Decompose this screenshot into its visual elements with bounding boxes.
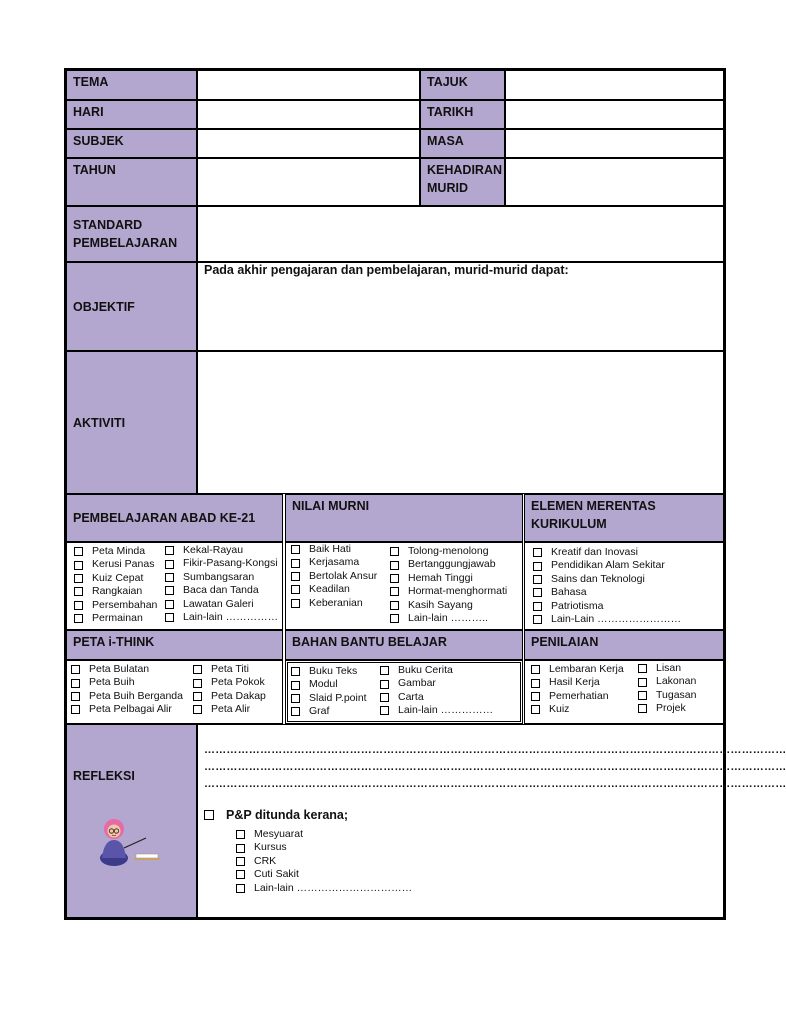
refleksi-label-text: REFLEKSI <box>73 769 135 783</box>
checkbox-item[interactable]: Pendidikan Alam Sekitar <box>533 559 681 572</box>
penilaian-col1 <box>531 663 624 717</box>
checkbox-item[interactable]: Pemerhatian <box>531 690 624 703</box>
subjek-field[interactable] <box>197 129 420 158</box>
bbb-header: BAHAN BANTU BELAJAR <box>285 630 523 660</box>
checkbox-item[interactable]: Baik Hati <box>291 543 377 556</box>
checkbox-item[interactable]: Lain-lain …………………………… <box>236 882 412 895</box>
abad21-col2 <box>165 544 278 624</box>
checkbox-item[interactable]: Kekal-Rayau <box>165 544 278 557</box>
checkbox-item[interactable]: Graf <box>291 705 367 718</box>
aktiviti-label: AKTIVITI <box>66 351 197 494</box>
elemen-header-line2: KURIKULUM <box>531 517 607 531</box>
checkbox-item[interactable]: Persembahan <box>74 599 157 612</box>
bbb-col1 <box>291 665 367 719</box>
subjek-label: SUBJEK <box>66 129 197 158</box>
checkbox-item[interactable]: Hemah Tinggi <box>390 572 507 585</box>
tahun-field[interactable] <box>197 158 420 206</box>
checkbox-item[interactable]: Buku Cerita <box>380 664 493 677</box>
checkbox-item[interactable]: Tolong-menolong <box>390 545 507 558</box>
refleksi-dotted-line-3: ………………………………………………………………………………………………………………………………………… <box>204 778 786 790</box>
standard-field[interactable] <box>197 206 724 262</box>
penilaian-header: PENILAIAN <box>524 630 724 660</box>
standard-label-line1: STANDARD <box>73 218 143 232</box>
checkbox-item[interactable]: Peta Dakap <box>193 690 266 703</box>
nilai-col1 <box>291 543 377 610</box>
checkbox-item[interactable]: Baca dan Tanda <box>165 584 278 597</box>
tajuk-label: TAJUK <box>420 70 505 100</box>
penilaian-col2 <box>638 662 696 716</box>
masa-field[interactable] <box>505 129 724 158</box>
teacher-illustration-icon <box>96 814 162 868</box>
checkbox-item[interactable]: Modul <box>291 678 367 691</box>
nilai-header: NILAI MURNI <box>285 494 523 542</box>
checkbox-item[interactable]: Patriotisma <box>533 600 681 613</box>
checkbox-item[interactable]: Projek <box>638 702 696 715</box>
checkbox-item[interactable]: Peta Pelbagai Alir <box>71 703 183 716</box>
masa-label: MASA <box>420 129 505 158</box>
checkbox-item[interactable]: Carta <box>380 691 493 704</box>
tarikh-label: TARIKH <box>420 100 505 129</box>
checkbox-item[interactable]: Cuti Sakit <box>236 868 412 881</box>
checkbox-item[interactable]: Peta Pokok <box>193 676 266 689</box>
pp-reasons-list <box>236 828 412 895</box>
nilai-col2 <box>390 545 507 625</box>
checkbox-item[interactable]: Bahasa <box>533 586 681 599</box>
checkbox-item[interactable]: Peta Alir <box>193 703 266 716</box>
abad21-col1 <box>74 545 157 625</box>
checkbox-item[interactable]: CRK <box>236 855 412 868</box>
checkbox-item[interactable]: Lain-lain …………… <box>380 704 493 717</box>
checkbox-item[interactable]: Lisan <box>638 662 696 675</box>
checkbox-item[interactable]: Sains dan Teknologi <box>533 573 681 586</box>
checkbox-item[interactable]: Peta Titi <box>193 663 266 676</box>
checkbox-item[interactable]: Kuiz Cepat <box>74 572 157 585</box>
kehadiran-label-line1: KEHADIRAN <box>427 163 502 177</box>
refleksi-dotted-line-1: ………………………………………………………………………………………………………………………………………… <box>204 744 786 756</box>
checkbox-item[interactable]: Rangkaian <box>74 585 157 598</box>
elemen-header <box>524 494 724 542</box>
standard-label-line2: PEMBELAJARAN <box>73 236 178 250</box>
checkbox-item[interactable]: Tugasan <box>638 689 696 702</box>
tarikh-field[interactable] <box>505 100 724 129</box>
ithink-col1 <box>71 663 183 717</box>
checkbox-item[interactable]: Lawatan Galeri <box>165 598 278 611</box>
checkbox-item[interactable]: Hormat-menghormati <box>390 585 507 598</box>
kehadiran-field[interactable] <box>505 158 724 206</box>
checkbox-item[interactable]: Peta Minda <box>74 545 157 558</box>
checkbox-item[interactable]: Kreatif dan Inovasi <box>533 546 681 559</box>
checkbox-item[interactable]: Sumbangsaran <box>165 571 278 584</box>
ithink-header: PETA i-THINK <box>66 630 283 660</box>
checkbox-item[interactable]: Peta Buih Berganda <box>71 690 183 703</box>
checkbox-item[interactable]: Kasih Sayang <box>390 599 507 612</box>
checkbox-item[interactable]: Lain-Lain …………………… <box>533 613 681 626</box>
elemen-header-line1: ELEMEN MERENTAS <box>531 499 656 513</box>
checkbox-item[interactable]: Hasil Kerja <box>531 676 624 689</box>
ithink-col2 <box>193 663 266 717</box>
checkbox-item[interactable]: Kerjasama <box>291 556 377 569</box>
hari-field[interactable] <box>197 100 420 129</box>
bbb-col2 <box>380 664 493 718</box>
checkbox-item[interactable]: Fikir-Pasang-Kongsi <box>165 557 278 570</box>
checkbox-item[interactable]: Bertolak Ansur <box>291 570 377 583</box>
checkbox-item[interactable]: Lakonan <box>638 675 696 688</box>
tema-label: TEMA <box>66 70 197 100</box>
aktiviti-field[interactable] <box>197 351 724 494</box>
checkbox-item[interactable]: Lain-lain ……….. <box>390 612 507 625</box>
hari-label: HARI <box>66 100 197 129</box>
checkbox-item[interactable]: Mesyuarat <box>236 828 412 841</box>
standard-label <box>66 206 197 262</box>
kehadiran-label-line2: MURID <box>427 181 468 195</box>
checkbox-item[interactable]: Kuiz <box>531 703 624 716</box>
checkbox-item[interactable]: Kerusi Panas <box>74 558 157 571</box>
tajuk-field[interactable] <box>505 70 724 100</box>
tahun-label: TAHUN <box>66 158 197 206</box>
checkbox-item[interactable]: Peta Bulatan <box>71 663 183 676</box>
refleksi-dotted-line-2: ………………………………………………………………………………………………………………………………………… <box>204 761 786 773</box>
tema-field[interactable] <box>197 70 420 100</box>
checkbox-item[interactable]: Buku Teks <box>291 665 367 678</box>
kehadiran-label <box>420 158 505 206</box>
checkbox-item[interactable]: Lain-lain …………… <box>165 611 278 624</box>
pp-ditunda-label: P&P ditunda kerana; <box>226 808 349 822</box>
checkbox-item[interactable]: Slaid P.point <box>291 692 367 705</box>
objektif-text: Pada akhir pengajaran dan pembelajaran, murid-murid dapat: <box>204 263 569 277</box>
checkbox-item[interactable]: Keberanian <box>291 597 377 610</box>
checkbox-item[interactable]: Keadilan <box>291 583 377 596</box>
abad21-header: PEMBELAJARAN ABAD KE-21 <box>66 494 283 542</box>
checkbox-item[interactable]: Bertanggungjawab <box>390 558 507 571</box>
checkbox-item[interactable]: Permainan <box>74 612 157 625</box>
checkbox-item[interactable]: Gambar <box>380 677 493 690</box>
pp-ditunda-checkbox[interactable] <box>204 808 348 822</box>
objektif-label: OBJEKTIF <box>66 262 197 351</box>
checkbox-item[interactable]: Kursus <box>236 841 412 854</box>
checkbox-item[interactable]: Peta Buih <box>71 676 183 689</box>
checkbox-item[interactable]: Lembaran Kerja <box>531 663 624 676</box>
elemen-list <box>533 546 681 626</box>
